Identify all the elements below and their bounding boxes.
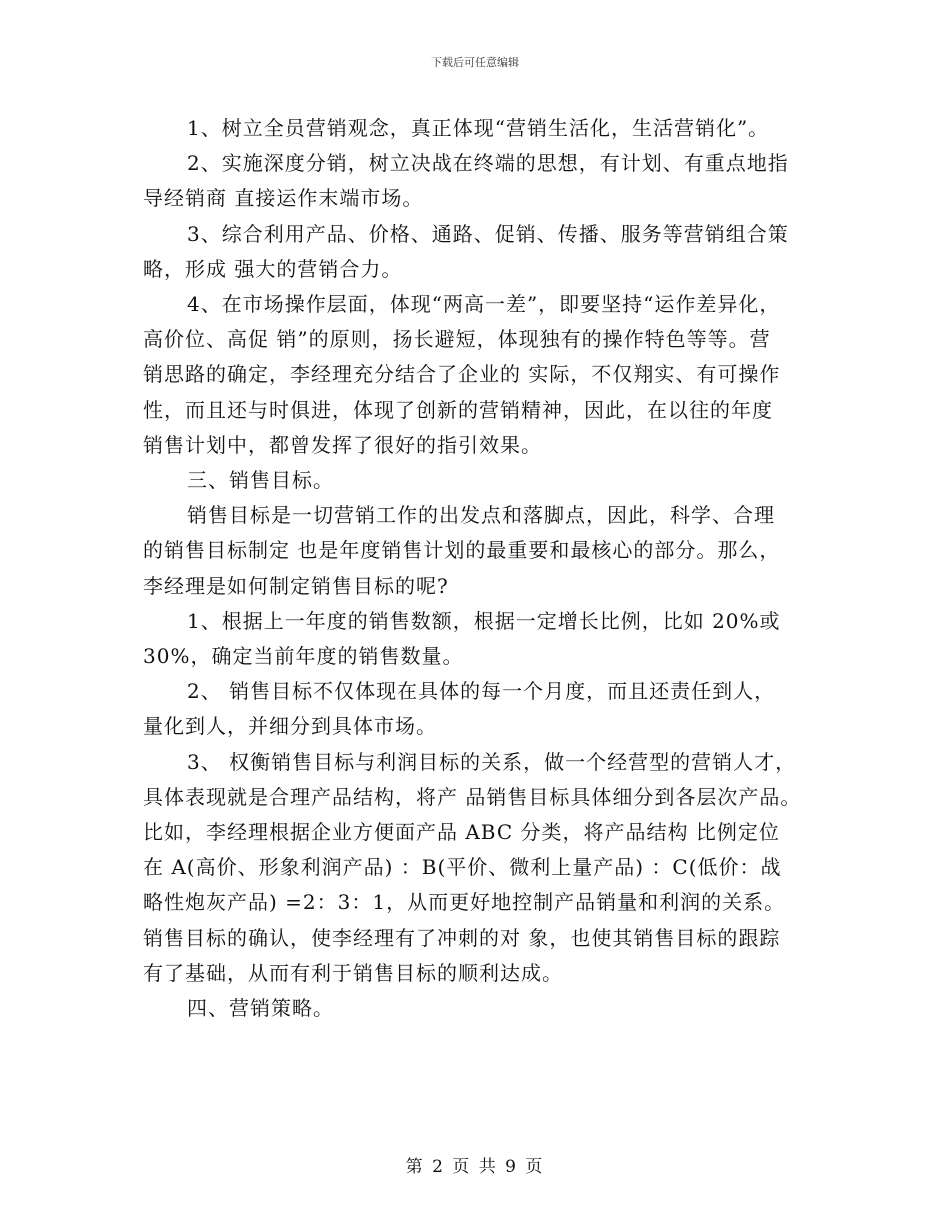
text-line: 具体表现就是合理产品结构，将产 品销售目标具体细分到各层次产品。 xyxy=(143,784,802,809)
text-line: 3、综合利用产品、价格、通路、促销、传播、服务等营销组合策 xyxy=(187,221,789,246)
text-line: 1、树立全员营销观念，真正体现“营销生活化，生活营销化”。 xyxy=(187,116,770,140)
text-line: 高价位、高促 销”的原则，扬长避短，体现独有的操作特色等等。营 xyxy=(143,327,771,352)
text-line: 销售计划中，都曾发挥了很好的指引效果。 xyxy=(143,432,542,457)
text-line: 2、实施深度分销，树立决战在终端的思想，有计划、有重点地指 xyxy=(187,151,789,176)
text-line: 三、销售目标。 xyxy=(187,468,334,492)
text-line: 略性炮灰产品) =2：3：1，从而更好地控制产品销量和利润的关系。 xyxy=(143,890,786,915)
text-line: 30%，确定当前年度的销售数量。 xyxy=(143,644,464,668)
text-line: 在 A(高价、形象利润产品) ：B(平价、微利上量产品) ：C(低价：战 xyxy=(143,855,782,880)
text-line: 略，形成 强大的营销合力。 xyxy=(143,256,403,281)
text-line: 3、 权衡销售目标与利润目标的关系，做一个经营型的营销人才， xyxy=(187,749,797,774)
page-footer: 第 2 页 共 9 页 xyxy=(405,1157,545,1177)
text-line: 4、在市场操作层面，体现“两高一差”，即要坚持“运作差异化， xyxy=(187,292,781,316)
text-line: 量化到人，并细分到具体市场。 xyxy=(143,714,437,739)
text-line: 2、 销售目标不仅体现在具体的每一个月度，而且还责任到人， xyxy=(187,679,776,704)
text-line: 性，而且还与时俱进，体现了创新的营销精神，因此，在以往的年度 xyxy=(143,397,773,422)
text-line: 销售目标的确认，使李经理有了冲刺的对 象，也使其销售目标的跟踪 xyxy=(143,925,781,950)
text-line: 销售目标是一切营销工作的出发点和落脚点，因此，科学、合理 xyxy=(187,503,775,528)
page-header: 下载后可任意编辑 xyxy=(431,56,519,69)
text-line: 四、营销策略。 xyxy=(187,996,334,1020)
text-line: 1、根据上一年度的销售数额，根据一定增长比例，比如 20%或 xyxy=(187,608,781,633)
text-line: 销思路的确定，李经理充分结合了企业的 实际，不仅翔实、有可操作 xyxy=(143,362,781,387)
text-line: 导经销商 直接运作末端市场。 xyxy=(143,186,424,211)
text-line: 比如，李经理根据企业方便面产品 ABC 分类，将产品结构 比例定位 xyxy=(143,820,780,844)
text-line: 李经理是如何制定销售目标的呢? xyxy=(143,573,449,598)
text-line: 有了基础，从而有利于销售目标的顺利达成。 xyxy=(143,960,563,985)
text-line: 的销售目标制定 也是年度销售计划的最重要和最核心的部分。那么， xyxy=(143,538,781,563)
